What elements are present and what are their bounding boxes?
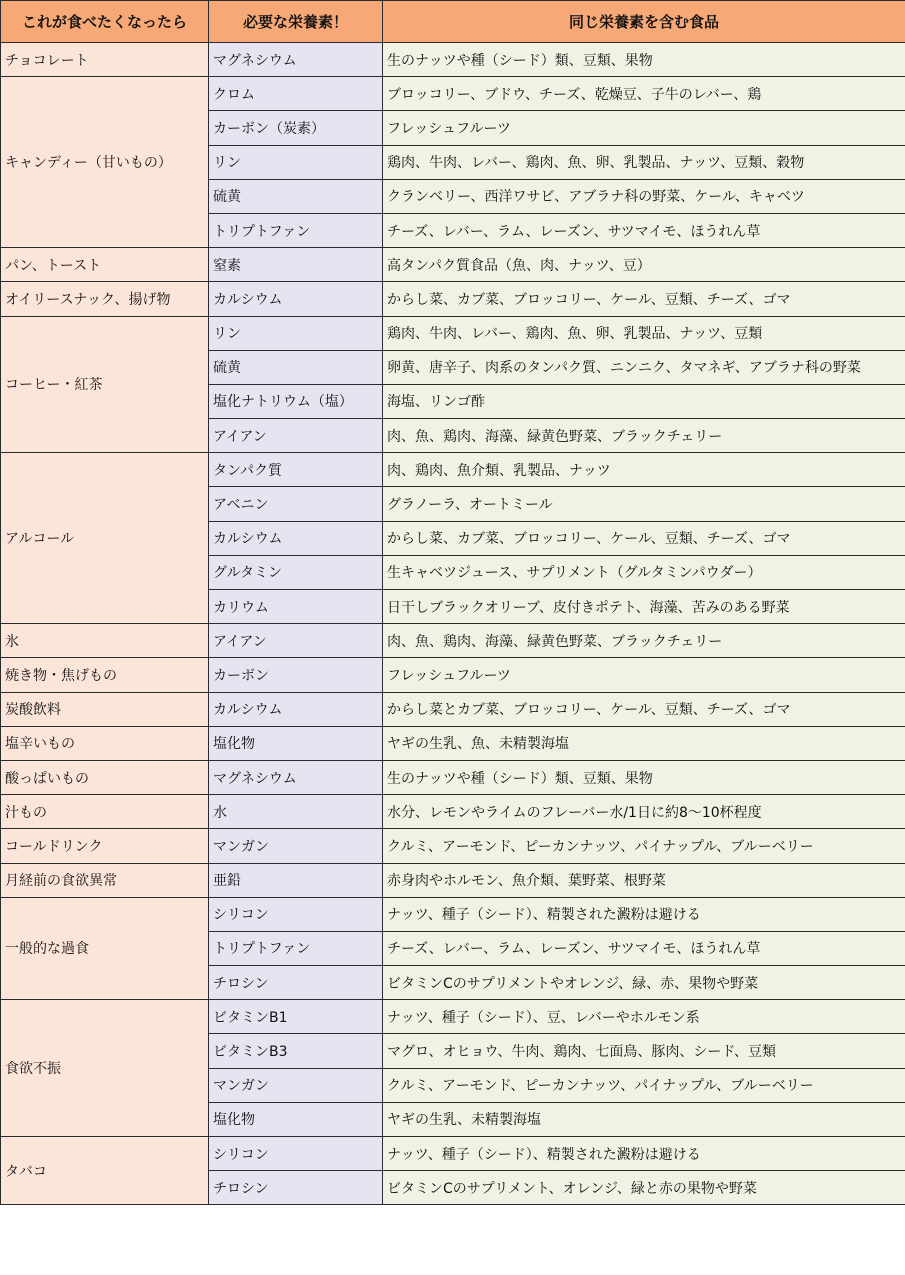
craving-cell: 酸っぱいもの bbox=[1, 760, 209, 794]
nutrient-cell: マンガン bbox=[209, 829, 383, 863]
header-row bbox=[1, 1, 905, 43]
table-row bbox=[1, 692, 905, 726]
nutrient-cell: カルシウム bbox=[209, 692, 383, 726]
foods-cell: 鶏肉、牛肉、レバー、鶏肉、魚、卵、乳製品、ナッツ、豆類 bbox=[383, 316, 905, 350]
craving-cell: 一般的な過食 bbox=[1, 897, 209, 1000]
craving-cell: 炭酸飲料 bbox=[1, 692, 209, 726]
foods-cell: 赤身肉やホルモン、魚介類、葉野菜、根野菜 bbox=[383, 863, 905, 897]
craving-cell: コーヒー・紅茶 bbox=[1, 316, 209, 453]
nutrient-cell: 硫黄 bbox=[209, 350, 383, 384]
craving-cell: アルコール bbox=[1, 453, 209, 624]
craving-cell: パン、トースト bbox=[1, 248, 209, 282]
foods-cell: ナッツ、種子（シード）、精製された澱粉は避ける bbox=[383, 1137, 905, 1171]
table-row bbox=[1, 248, 905, 282]
foods-cell: 卵黄、唐辛子、肉系のタンパク質、ニンニク、タマネギ、アブラナ科の野菜 bbox=[383, 350, 905, 384]
foods-cell: 生のナッツや種（シード）類、豆類、果物 bbox=[383, 43, 905, 77]
foods-cell: チーズ、レバー、ラム、レーズン、サツマイモ、ほうれん草 bbox=[383, 931, 905, 965]
table-row bbox=[1, 760, 905, 794]
header-nutrient: 必要な栄養素！ bbox=[209, 1, 383, 43]
foods-cell: クルミ、アーモンド、ピーカンナッツ、パイナップル、ブルーベリー bbox=[383, 1068, 905, 1102]
nutrient-cell: チロシン bbox=[209, 966, 383, 1000]
craving-cell: 焼き物・焦げもの bbox=[1, 658, 209, 692]
table-row bbox=[1, 77, 905, 111]
foods-cell: 鶏肉、牛肉、レバー、鶏肉、魚、卵、乳製品、ナッツ、豆類、穀物 bbox=[383, 145, 905, 179]
foods-cell: からし菜とカブ菜、ブロッコリー、ケール、豆類、チーズ、ゴマ bbox=[383, 692, 905, 726]
nutrient-cell: 塩化ナトリウム（塩） bbox=[209, 384, 383, 418]
header-foods: 同じ栄養素を含む食品 bbox=[383, 1, 905, 43]
craving-cell: 氷 bbox=[1, 624, 209, 658]
nutrient-cell: 水 bbox=[209, 795, 383, 829]
nutrient-cell: チロシン bbox=[209, 1171, 383, 1205]
table-row bbox=[1, 624, 905, 658]
nutrient-cell: マグネシウム bbox=[209, 760, 383, 794]
foods-cell: フレッシュフルーツ bbox=[383, 111, 905, 145]
craving-cell: タバコ bbox=[1, 1137, 209, 1205]
foods-cell: ヤギの生乳、魚、未精製海塩 bbox=[383, 726, 905, 760]
table-row bbox=[1, 897, 905, 931]
foods-cell: ビタミンCのサプリメントやオレンジ、緑、赤、果物や野菜 bbox=[383, 966, 905, 1000]
foods-cell: 水分、レモンやライムのフレーバー水/1日に約8～10杯程度 bbox=[383, 795, 905, 829]
craving-cell: オイリースナック、揚げ物 bbox=[1, 282, 209, 316]
foods-cell: からし菜、カブ菜、ブロッコリー、ケール、豆類、チーズ、ゴマ bbox=[383, 521, 905, 555]
foods-cell: 日干しブラックオリーブ、皮付きポテト、海藻、苦みのある野菜 bbox=[383, 590, 905, 624]
nutrient-cell: 窒素 bbox=[209, 248, 383, 282]
nutrient-cell: カリウム bbox=[209, 590, 383, 624]
nutrient-cell: トリプトファン bbox=[209, 931, 383, 965]
craving-cell: 塩辛いもの bbox=[1, 726, 209, 760]
nutrient-cell: リン bbox=[209, 145, 383, 179]
table-row bbox=[1, 453, 905, 487]
header-craving: これが食べたくなったら bbox=[1, 1, 209, 43]
nutrient-cell: リン bbox=[209, 316, 383, 350]
foods-cell: ナッツ、種子（シード）、精製された澱粉は避ける bbox=[383, 897, 905, 931]
foods-cell: 肉、魚、鶏肉、海藻、緑黄色野菜、ブラックチェリー bbox=[383, 624, 905, 658]
table-row bbox=[1, 282, 905, 316]
foods-cell: ブロッコリー、ブドウ、チーズ、乾燥豆、子牛のレバー、鶏 bbox=[383, 77, 905, 111]
foods-cell: クルミ、アーモンド、ピーカンナッツ、パイナップル、ブルーベリー bbox=[383, 829, 905, 863]
nutrient-cell: タンパク質 bbox=[209, 453, 383, 487]
nutrient-cell: カーボン bbox=[209, 658, 383, 692]
nutrient-cell: 硫黄 bbox=[209, 179, 383, 213]
nutrient-cell: アベニン bbox=[209, 487, 383, 521]
nutrient-cell: クロム bbox=[209, 77, 383, 111]
table-row bbox=[1, 43, 905, 77]
foods-cell: ビタミンCのサプリメント、オレンジ、緑と赤の果物や野菜 bbox=[383, 1171, 905, 1205]
foods-cell: 海塩、リンゴ酢 bbox=[383, 384, 905, 418]
table-row bbox=[1, 863, 905, 897]
foods-cell: ナッツ、種子（シード）、豆、レバーやホルモン系 bbox=[383, 1000, 905, 1034]
foods-cell: クランベリー、西洋ワサビ、アブラナ科の野菜、ケール、キャベツ bbox=[383, 179, 905, 213]
foods-cell: からし菜、カブ菜、ブロッコリー、ケール、豆類、チーズ、ゴマ bbox=[383, 282, 905, 316]
nutrient-cell: アイアン bbox=[209, 419, 383, 453]
nutrient-cell: カルシウム bbox=[209, 521, 383, 555]
foods-cell: フレッシュフルーツ bbox=[383, 658, 905, 692]
nutrient-cell: カーボン（炭素） bbox=[209, 111, 383, 145]
table-row bbox=[1, 795, 905, 829]
foods-cell: グラノーラ、オートミール bbox=[383, 487, 905, 521]
craving-cell: 汁もの bbox=[1, 795, 209, 829]
nutrient-cell: マグネシウム bbox=[209, 43, 383, 77]
nutrient-cell: 塩化物 bbox=[209, 1102, 383, 1136]
nutrient-cell: トリプトファン bbox=[209, 213, 383, 247]
craving-cell: 月経前の食欲異常 bbox=[1, 863, 209, 897]
foods-cell: 生のナッツや種（シード）類、豆類、果物 bbox=[383, 760, 905, 794]
craving-cell: コールドリンク bbox=[1, 829, 209, 863]
table-row bbox=[1, 829, 905, 863]
foods-cell: 肉、鶏肉、魚介類、乳製品、ナッツ bbox=[383, 453, 905, 487]
foods-cell: ヤギの生乳、未精製海塩 bbox=[383, 1102, 905, 1136]
nutrient-cell: ビタミンB3 bbox=[209, 1034, 383, 1068]
table-row bbox=[1, 1000, 905, 1034]
craving-cell: チョコレート bbox=[1, 43, 209, 77]
nutrient-cell: シリコン bbox=[209, 897, 383, 931]
craving-cell: 食欲不振 bbox=[1, 1000, 209, 1137]
table-row bbox=[1, 316, 905, 350]
nutrient-cell: マンガン bbox=[209, 1068, 383, 1102]
foods-cell: 肉、魚、鶏肉、海藻、緑黄色野菜、ブラックチェリー bbox=[383, 419, 905, 453]
foods-cell: 高タンパク質食品（魚、肉、ナッツ、豆） bbox=[383, 248, 905, 282]
nutrient-cell: 亜鉛 bbox=[209, 863, 383, 897]
foods-cell: 生キャベツジュース、サプリメント（グルタミンパウダー） bbox=[383, 555, 905, 589]
nutrient-cell: ビタミンB1 bbox=[209, 1000, 383, 1034]
nutrient-cell: シリコン bbox=[209, 1137, 383, 1171]
nutrient-cell: グルタミン bbox=[209, 555, 383, 589]
foods-cell: マグロ、オヒョウ、牛肉、鶏肉、七面鳥、豚肉、シード、豆類 bbox=[383, 1034, 905, 1068]
nutrient-cell: 塩化物 bbox=[209, 726, 383, 760]
table-row bbox=[1, 1137, 905, 1171]
craving-cell: キャンディー（甘いもの） bbox=[1, 77, 209, 248]
foods-cell: チーズ、レバー、ラム、レーズン、サツマイモ、ほうれん草 bbox=[383, 213, 905, 247]
table-row bbox=[1, 658, 905, 692]
nutrient-cell: アイアン bbox=[209, 624, 383, 658]
table-row bbox=[1, 726, 905, 760]
nutrient-cell: カルシウム bbox=[209, 282, 383, 316]
